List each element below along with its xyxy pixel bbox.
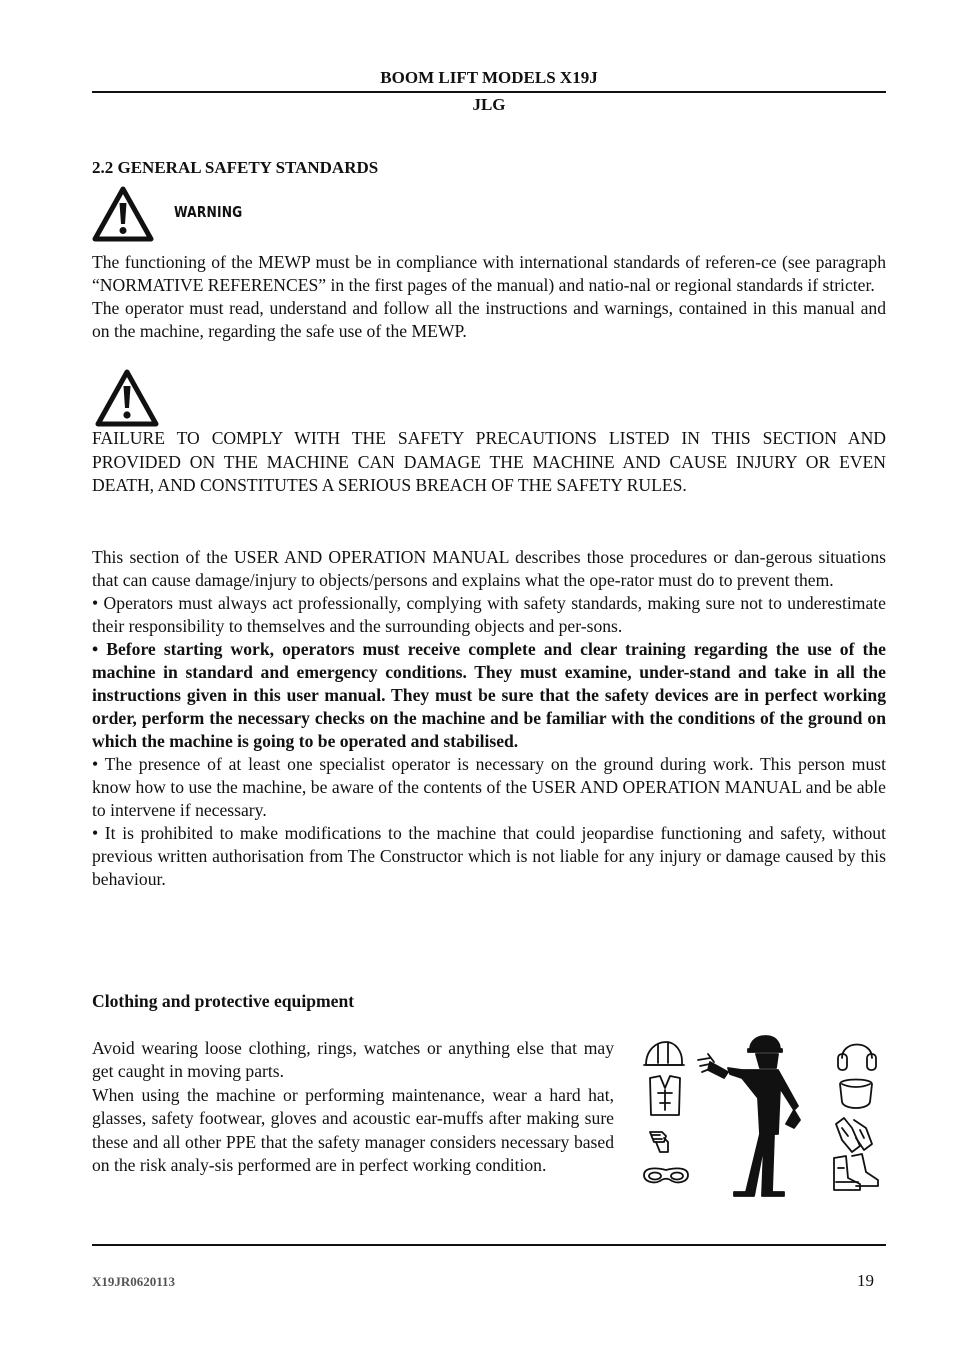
danger-triangle-icon — [95, 369, 159, 427]
header-divider — [92, 91, 886, 93]
header-title: BOOM LIFT MODELS X19J — [380, 68, 598, 87]
danger-notice: FAILURE TO COMPLY WITH THE SAFETY PRECAUTIONS LISTED IN THIS SECTION AND PROVIDED ON THE MACHINE CAN DAMAGE THE MACHINE AND CAUSE INJURY OR EVEN DEATH, AND CONSTITUTES A SERIOUS BREACH OF THE SAFETY RULES. — [92, 428, 886, 495]
bullet-modifications: • It is prohibited to make modifications to the machine that could jeopardise functioning and safety, without previous written authorisation from The Constructor which is not liable for any injury or damage caused by this behaviour. — [92, 823, 886, 889]
worker-figure-icon — [698, 1036, 800, 1196]
page-number: 19 — [857, 1271, 874, 1290]
section-title: 2.2 GENERAL SAFETY STANDARDS — [92, 158, 379, 177]
paragraph-intro: This section of the USER AND OPERATION MANUAL describes those procedures or dan-gerous situations that can cause damage/injury to objects/persons and explains what the ope-rator must do to prevent them. — [92, 547, 886, 590]
gloves-small-icon — [650, 1132, 668, 1152]
goggles-icon — [644, 1168, 688, 1182]
warning-triangle-icon — [92, 186, 154, 242]
header-brand: JLG — [472, 95, 506, 114]
bullet-training: • Before starting work, operators must receive complete and clear training regarding the use of the machine in standard and emergency conditions. They must examine, under-stand and take in all the instructions given in this user manual. They must be sure that the safety devices are in perfect working order, perform the necessary checks on the machine and be familiar with the conditions of the ground on which the machine is going to be operated and stabilised. — [92, 639, 886, 751]
clothing-text — [92, 1037, 614, 1177]
document-code: X19JR0620113 — [92, 1274, 176, 1289]
paragraph-compliance: The functioning of the MEWP must be in compliance with international standards of referen-ce (see paragraph “NORMATIVE REFERENCES” in the first pages of the manual) and natio-nal or regional standards if stricter. — [92, 252, 886, 295]
warning-label: WARNING — [174, 203, 243, 221]
hi-vis-vest-icon — [650, 1076, 680, 1115]
footer-divider — [92, 1244, 886, 1246]
paragraph-loose-clothing: Avoid wearing loose clothing, rings, watches or anything else that may get caught in moving parts. — [92, 1038, 614, 1082]
ppe-illustration — [638, 1028, 888, 1200]
safety-boots-icon — [834, 1154, 878, 1190]
clothing-title: Clothing and protective equipment — [92, 991, 355, 1011]
standards-text — [92, 251, 886, 343]
bullet-professional: • Operators must always act professionally, complying with safety standards, making sure not to underestimate their responsibility to themselves and the surrounding objects and per-sons. — [92, 593, 886, 636]
bullet-ground-operator: • The presence of at least one specialist operator is necessary on the ground during work. This person must know how to use the machine, be aware of the contents of the USER AND OPERATION MANUAL and be able to intervene if necessary. — [92, 754, 886, 820]
paragraph-operator-read: The operator must read, understand and follow all the instructions and warnings, contained in this manual and on the machine, regarding the safe use of the MEWP. — [92, 298, 886, 341]
section-body — [92, 546, 886, 891]
gloves-icon — [836, 1118, 872, 1152]
ear-muffs-icon — [838, 1045, 876, 1071]
face-shield-icon — [840, 1080, 872, 1109]
hard-hat-icon — [644, 1042, 684, 1065]
paragraph-ppe: When using the machine or performing maintenance, wear a hard hat, glasses, safety footwear, gloves and acoustic ear-muffs after making sure these and all other PPE that the safety manager considers necessary based on the risk analy-sis performed are in perfect working condition. — [92, 1084, 614, 1176]
